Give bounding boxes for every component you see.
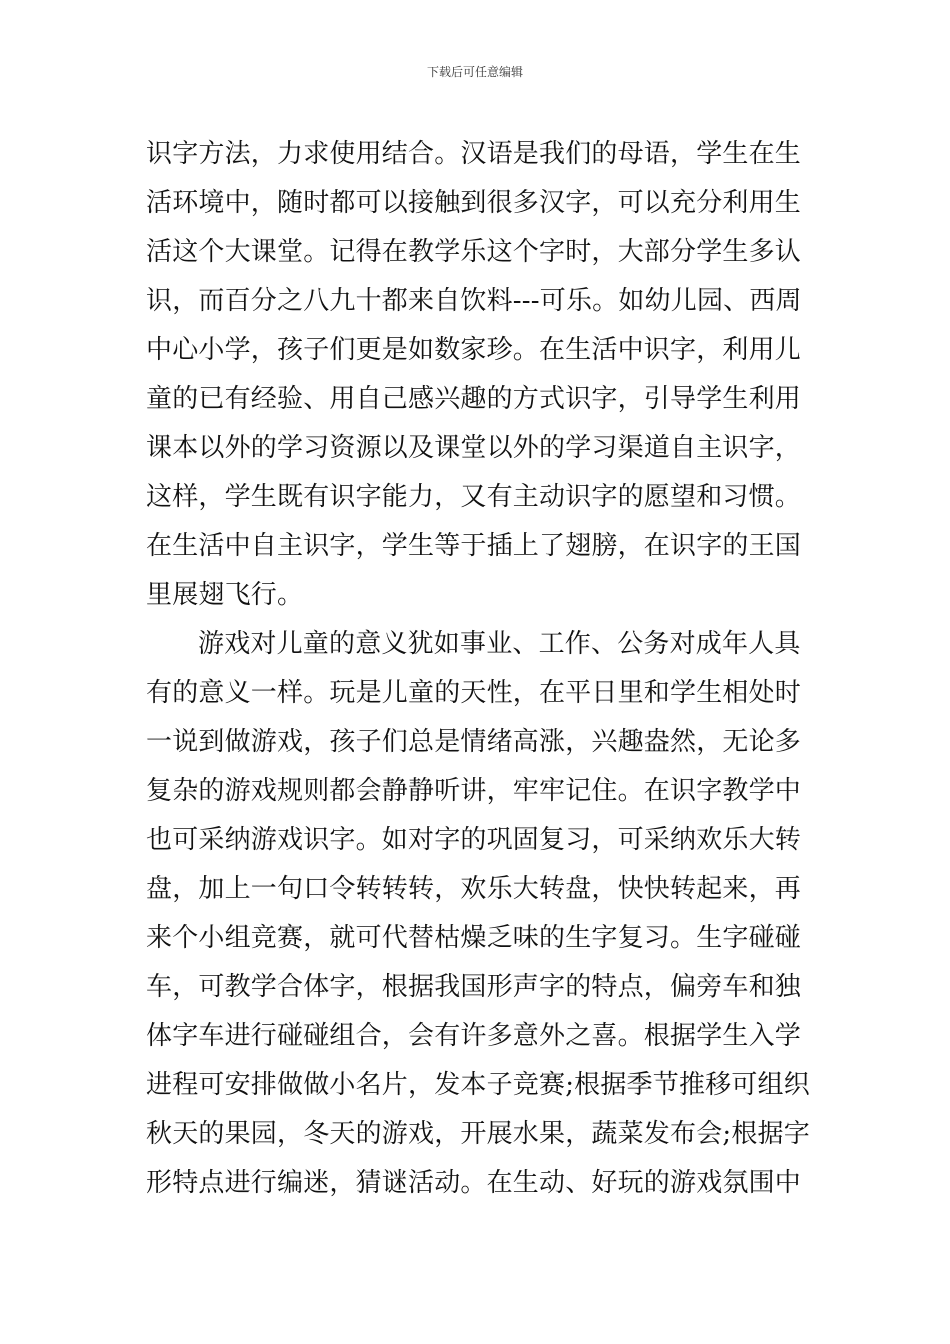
paragraph-line: 形特点进行编迷，猜谜活动。在生动、好玩的游戏氛围中: [146, 1168, 802, 1198]
paragraph-line: 活环境中，随时都可以接触到很多汉字，可以充分利用生: [146, 188, 802, 218]
paragraph-line: 有的意义一样。玩是儿童的天性，在平日里和学生相处时: [146, 678, 802, 708]
paragraph-line: 秋天的果园，冬天的游戏，开展水果，蔬菜发布会;根据字: [146, 1119, 810, 1149]
paragraph-line: 进程可安排做做小名片，发本子竞赛;根据季节推移可组织: [146, 1070, 810, 1100]
paragraph-line: 一说到做游戏，孩子们总是情绪高涨，兴趣盎然，无论多: [146, 727, 802, 757]
paragraph-line: 来个小组竞赛，就可代替枯燥乏味的生字复习。生字碰碰: [146, 923, 802, 953]
paragraph-line: 复杂的游戏规则都会静静听讲，牢牢记住。在识字教学中: [146, 776, 802, 806]
paragraph-line: 识字方法，力求使用结合。汉语是我们的母语，学生在生: [146, 139, 802, 169]
paragraph-line: 中心小学，孩子们更是如数家珍。在生活中识字，利用儿: [146, 335, 802, 365]
paragraph-line: 童的已有经验、用自己感兴趣的方式识字，引导学生利用: [146, 384, 802, 414]
paragraph-line: 体字车进行碰碰组合，会有许多意外之喜。根据学生入学: [146, 1021, 802, 1051]
paragraph-line: 里展翅飞行。: [146, 580, 304, 610]
paragraph-line: 盘，加上一句口令转转转，欢乐大转盘，快快转起来，再: [146, 874, 802, 904]
page-header: 下载后可任意编辑: [426, 65, 523, 79]
paragraph-line: 活这个大课堂。记得在教学乐这个字时，大部分学生多认: [146, 237, 802, 267]
paragraph-2: [146, 620, 810, 1208]
paragraph-line: 游戏对儿童的意义犹如事业、工作、公务对成年人具: [198, 629, 801, 659]
paragraph-line: 车，可教学合体字，根据我国形声字的特点，偏旁车和独: [146, 972, 802, 1002]
paragraph-line: 识，而百分之八九十都来自饮料---可乐。如幼儿园、西周: [146, 286, 802, 316]
paragraph-line: 这样，学生既有识字能力，又有主动识字的愿望和习惯。: [146, 482, 802, 512]
paragraph-line: 课本以外的学习资源以及课堂以外的学习渠道自主识字，: [146, 433, 802, 463]
paragraph-line: 在生活中自主识字，学生等于插上了翅膀，在识字的王国: [146, 531, 802, 561]
paragraph-1: [146, 130, 806, 620]
paragraph-line: 也可采纳游戏识字。如对字的巩固复习，可采纳欢乐大转: [146, 825, 802, 855]
document-body: [146, 130, 810, 1208]
